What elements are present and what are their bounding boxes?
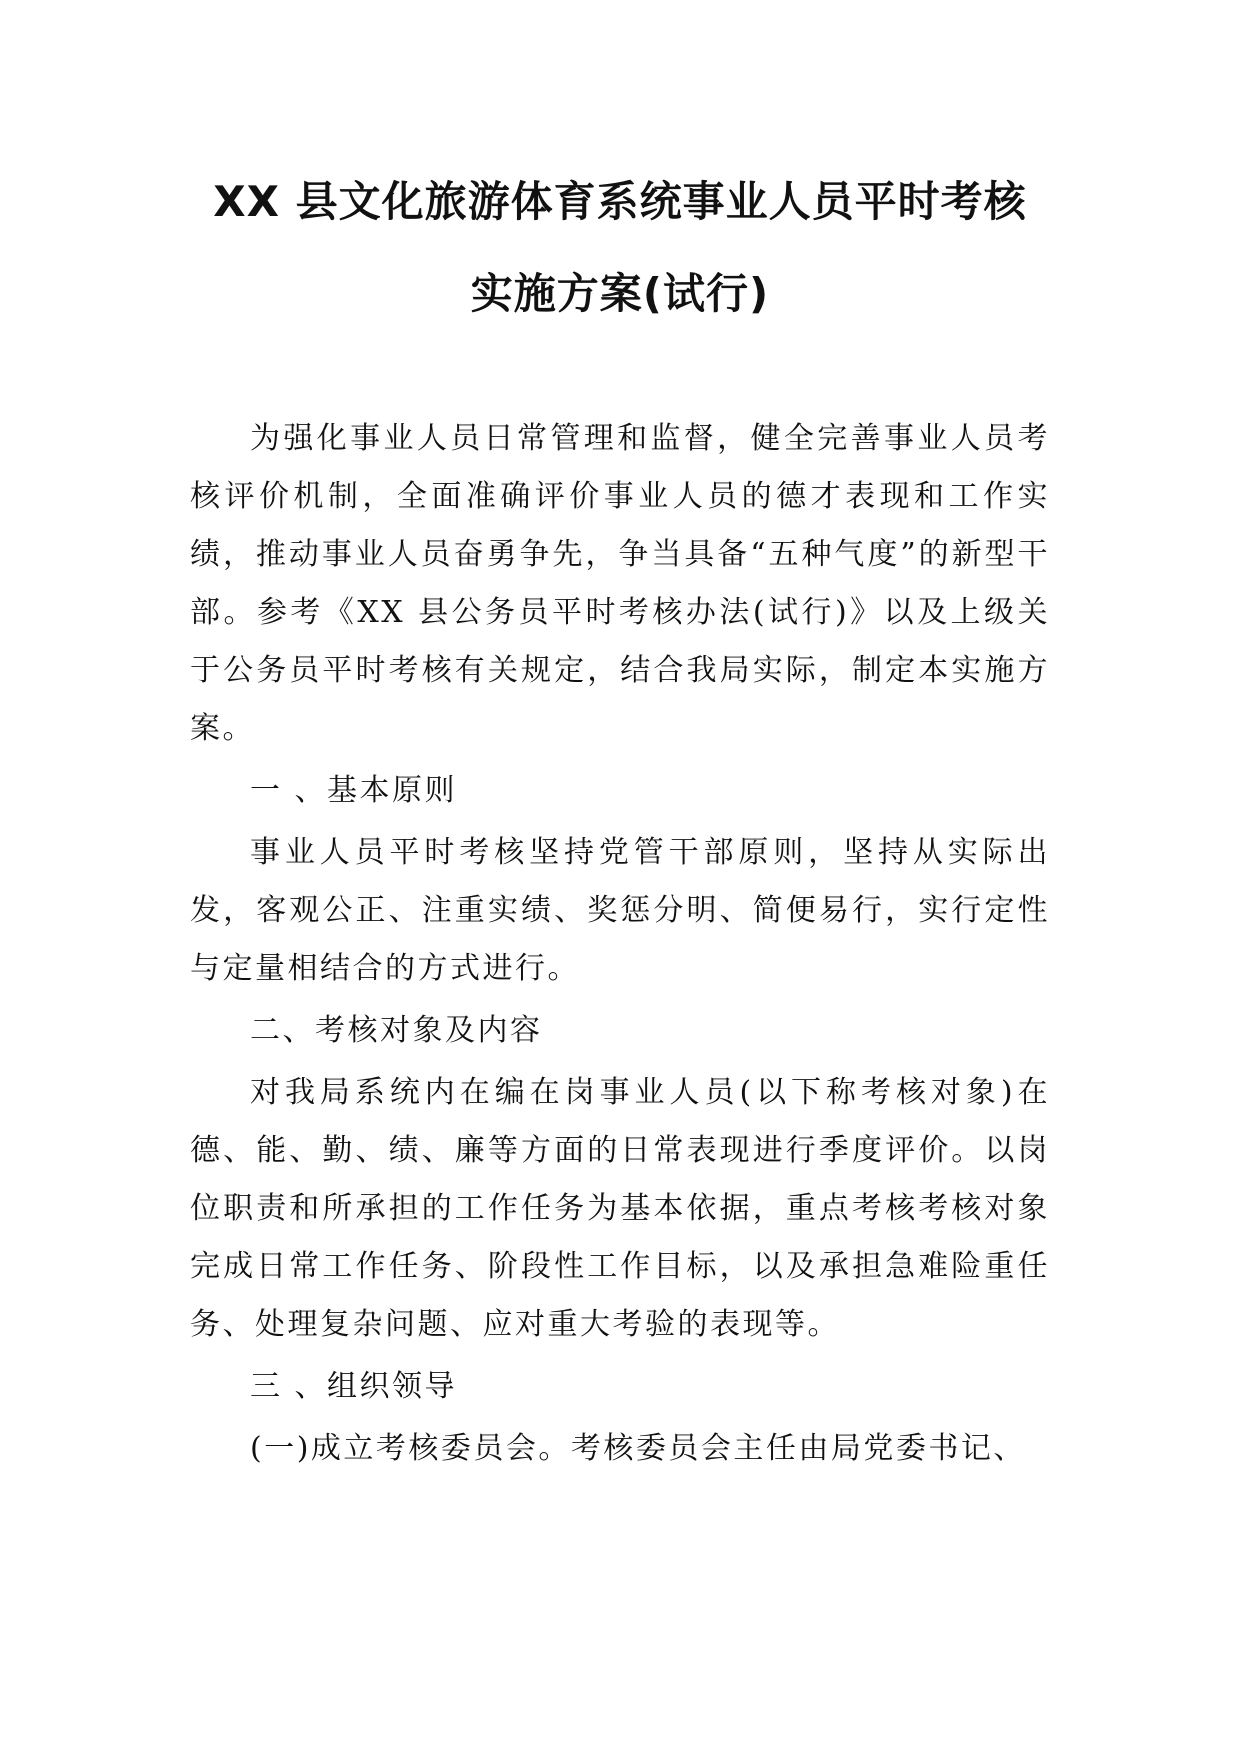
document-title-line1: XX 县文化旅游体育系统事业人员平时考核	[213, 177, 1027, 226]
document-body	[190, 410, 1050, 1478]
subjects-paragraph: 对我局系统内在编在岗事业人员(以下称考核对象)在德、能、勤、绩、廉等方面的日常表现进行季度评价。以岗位职责和所承担的工作任务为基本依据，重点考核考核对象完成日常工作任务、阶段性工作目标，以及承担急难险重任务、处理复杂问题、应对重大考验的表现等。	[190, 1075, 1050, 1342]
leadership-paragraph: (一)成立考核委员会。考核委员会主任由局党委书记、	[250, 1431, 1026, 1466]
intro-paragraph: 为强化事业人员日常管理和监督，健全完善事业人员考核评价机制，全面准确评价事业人员的德才表现和工作实绩，推动事业人员奋勇争先，争当具备“五种气度”的新型干部。参考《XX 县公务员平时考核办法(试行)》以及上级关于公务员平时考核有关规定，结合我局实际，制定本实施方案。	[190, 421, 1050, 746]
document-title-line2: 实施方案(试行)	[470, 269, 770, 318]
section-heading-leadership: 三 、组织领导	[250, 1369, 458, 1404]
section-heading-subjects: 二、考核对象及内容	[250, 1013, 543, 1048]
section-heading-principles: 一 、基本原则	[250, 773, 458, 808]
principles-paragraph: 事业人员平时考核坚持党管干部原则，坚持从实际出发，客观公正、注重实绩、奖惩分明、简便易行，实行定性与定量相结合的方式进行。	[190, 835, 1050, 986]
